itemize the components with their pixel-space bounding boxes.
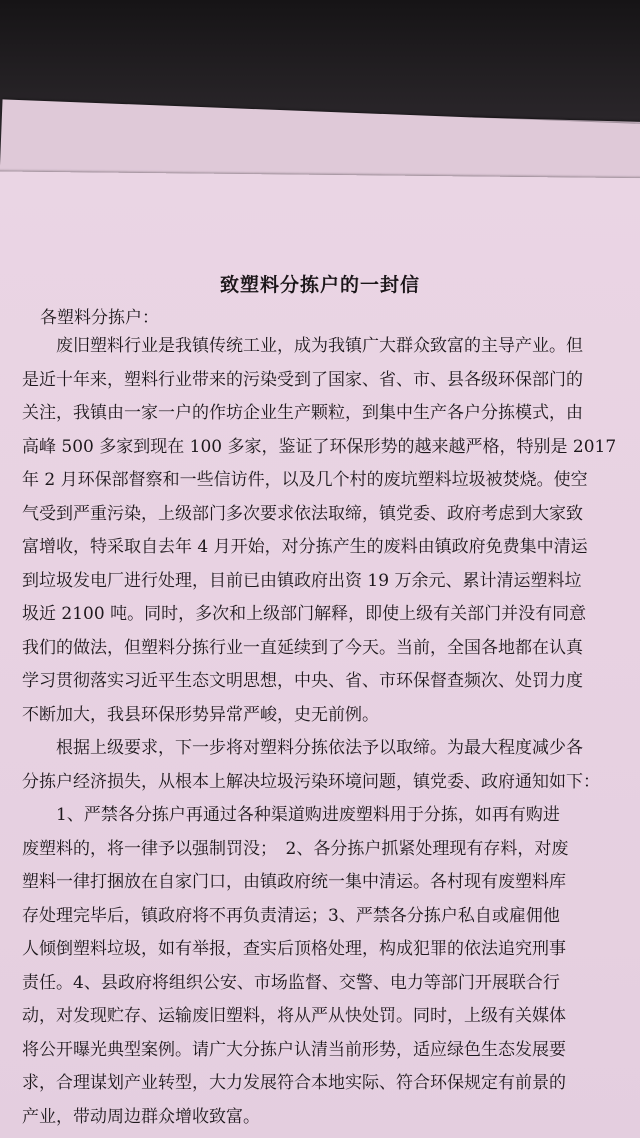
- body-line: 存处理完毕后，镇政府将不再负责清运；3、严禁各分拣户私自或雇佣他: [22, 905, 560, 926]
- letter-body: [22, 330, 622, 1134]
- body-line: 废塑料的，将一律予以强制罚没； 2、各分拣户抓紧处理现有存料，对废: [22, 838, 569, 859]
- body-line: 将公开曝光典型案例。请广大分拣户认清当前形势，适应绿色生态发展要: [22, 1039, 566, 1060]
- body-line: 1、严禁各分拣户再通过各种渠道购进废塑料用于分拣，如再有购进: [22, 805, 560, 825]
- body-line: 分拣户经济损失，从根本上解决垃圾污染环境问题，镇党委、政府通知如下：: [22, 771, 600, 792]
- body-line: 动，对发现贮存、运输废旧塑料，将从严从快处罚。同时，上级有关媒体: [22, 1006, 566, 1026]
- body-line: 是近十年来，塑料行业带来的污染受到了国家、省、市、县各级环保部门的: [22, 369, 583, 390]
- body-line: 到垃圾发电厂进行处理，目前已由镇政府出资 19 万余元、累计清运塑料垃: [22, 570, 582, 591]
- letter-salutation: 各塑料分拣户：: [40, 308, 159, 328]
- body-line: 年 2 月环保部督察和一些信访件，以及几个村的废坑塑料垃圾被焚烧。使空: [22, 470, 588, 490]
- body-line: 求，合理谋划产业转型，大力发展符合本地实际、符合环保规定有前景的: [22, 1073, 566, 1093]
- body-line: 圾近 2100 吨。同时，多次和上级部门解释，即使上级有关部门并没有同意: [22, 604, 587, 624]
- letter-title: 致塑料分拣户的一封信: [219, 274, 420, 296]
- body-line: 关注，我镇由一家一户的作坊企业生产颗粒，到集中生产各户分拣模式，由: [22, 403, 583, 423]
- body-line: 塑料一律打捆放在自家门口，由镇政府统一集中清运。各村现有废塑料库: [22, 872, 566, 892]
- body-line: 不断加大，我县环保形势异常严峻，史无前例。: [22, 704, 379, 725]
- body-line: 人倾倒塑料垃圾，如有举报，查实后顶格处理，构成犯罪的依法追究刑事: [22, 939, 566, 959]
- body-line: 气受到严重污染，上级部门多次要求依法取缔，镇党委、政府考虑到大家致: [22, 503, 583, 524]
- body-line: 我们的做法，但塑料分拣行业一直延续到了今天。当前，全国各地都在认真: [22, 637, 583, 658]
- body-line: 产业，带动周边群众增收致富。: [22, 1106, 260, 1127]
- body-line: 学习贯彻落实习近平生态文明思想，中央、省、市环保督查频次、处罚力度: [22, 671, 583, 691]
- body-line: 废旧塑料行业是我镇传统工业，成为我镇广大群众致富的主导产业。但: [22, 336, 583, 356]
- body-line: 富增收，特采取自去年 4 月开始，对分拣产生的废料由镇政府免费集中清运: [22, 537, 588, 557]
- body-line: 根据上级要求，下一步将对塑料分拣依法予以取缔。为最大程度减少各: [22, 738, 583, 758]
- body-line: 高峰 500 多家到现在 100 多家，鉴证了环保形势的越来越严格，特别是 2017: [22, 436, 617, 457]
- body-line: 责任。4、县政府将组织公安、市场监督、交警、电力等部门开展联合行: [22, 972, 560, 993]
